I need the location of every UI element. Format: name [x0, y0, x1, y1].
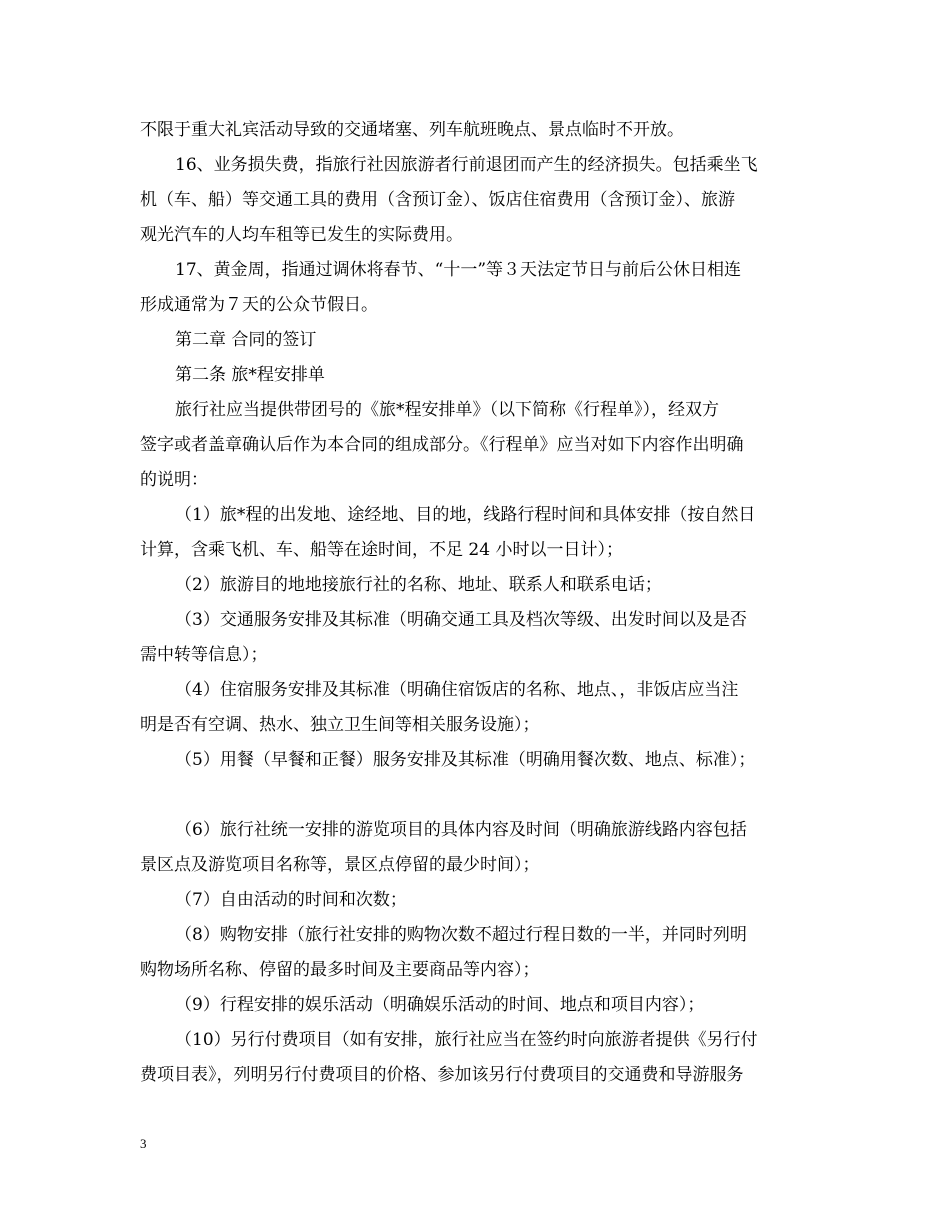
text-line: 的说明：	[140, 470, 208, 490]
text-line: 需中转等信息）；	[140, 645, 268, 665]
list-item: （2）旅游目的地地接旅行社的名称、地址、联系人和联系电话；	[175, 575, 662, 595]
text-line: 机（车、船）等交通工具的费用（含预订金）、饭店住宿费用（含预订金）、旅游	[140, 190, 735, 210]
list-item: （5）用餐（早餐和正餐）服务安排及其标准（明确用餐次数、地点、标准）；	[175, 750, 756, 770]
text-line: 观光汽车的人均车租等已发生的实际费用。	[140, 225, 463, 245]
text-line: 旅行社应当提供带团号的《旅*程安排单》（以下简称《行程单》），经双方	[175, 400, 719, 420]
text-line: 购物场所名称、停留的最多时间及主要商品等内容）；	[140, 960, 540, 980]
text-line: 17、黄金周，指通过调休将春节、“十一”等３天法定节日与前后公休日相连	[175, 260, 742, 280]
list-item: （3）交通服务安排及其标准（明确交通工具及档次等级、出发时间以及是否	[175, 610, 747, 630]
page-number: 3	[140, 1136, 147, 1151]
chapter-heading: 第二章 合同的签订	[175, 330, 317, 350]
list-item: （9）行程安排的娱乐活动（明确娱乐活动的时间、地点和项目内容）；	[175, 995, 705, 1015]
text-line: 形成通常为７天的公众节假日。	[140, 295, 378, 315]
text-line: 景区点及游览项目名称等，景区点停留的最少时间）；	[140, 855, 540, 875]
list-item: （4）住宿服务安排及其标准（明确住宿饭店的名称、地点、，非饭店应当注	[175, 680, 739, 700]
list-item: （10）另行付费项目（如有安排，旅行社应当在签约时向旅游者提供《另行付	[175, 1030, 758, 1050]
list-item: （1）旅*程的出发地、途经地、目的地，线路行程时间和具体安排（按自然日	[175, 505, 756, 525]
text-line: 计算，含乘飞机、车、船等在途时间，不足 24 小时以一日计）；	[140, 540, 623, 560]
text-line: 签字或者盖章确认后作为本合同的组成部分。《行程单》应当对如下内容作出明确	[140, 435, 744, 455]
text-line: 16、业务损失费，指旅行社因旅游者行前退团而产生的经济损失。包括乘坐飞	[175, 155, 758, 175]
article-heading: 第二条 旅*程安排单	[175, 365, 325, 385]
text-line: 明是否有空调、热水、独立卫生间等相关服务设施）；	[140, 715, 540, 735]
text-line: 不限于重大礼宾活动导致的交通堵塞、列车航班晚点、景点临时不开放。	[140, 120, 684, 140]
list-item: （7）自由活动的时间和次数；	[175, 890, 407, 910]
list-item: （8）购物安排（旅行社安排的购物次数不超过行程日数的一半，并同时列明	[175, 925, 747, 945]
text-line: 费项目表》，列明另行付费项目的价格、参加该另行付费项目的交通费和导游服务	[140, 1065, 744, 1085]
list-item: （6）旅行社统一安排的游览项目的具体内容及时间（明确旅游线路内容包括	[175, 820, 747, 840]
